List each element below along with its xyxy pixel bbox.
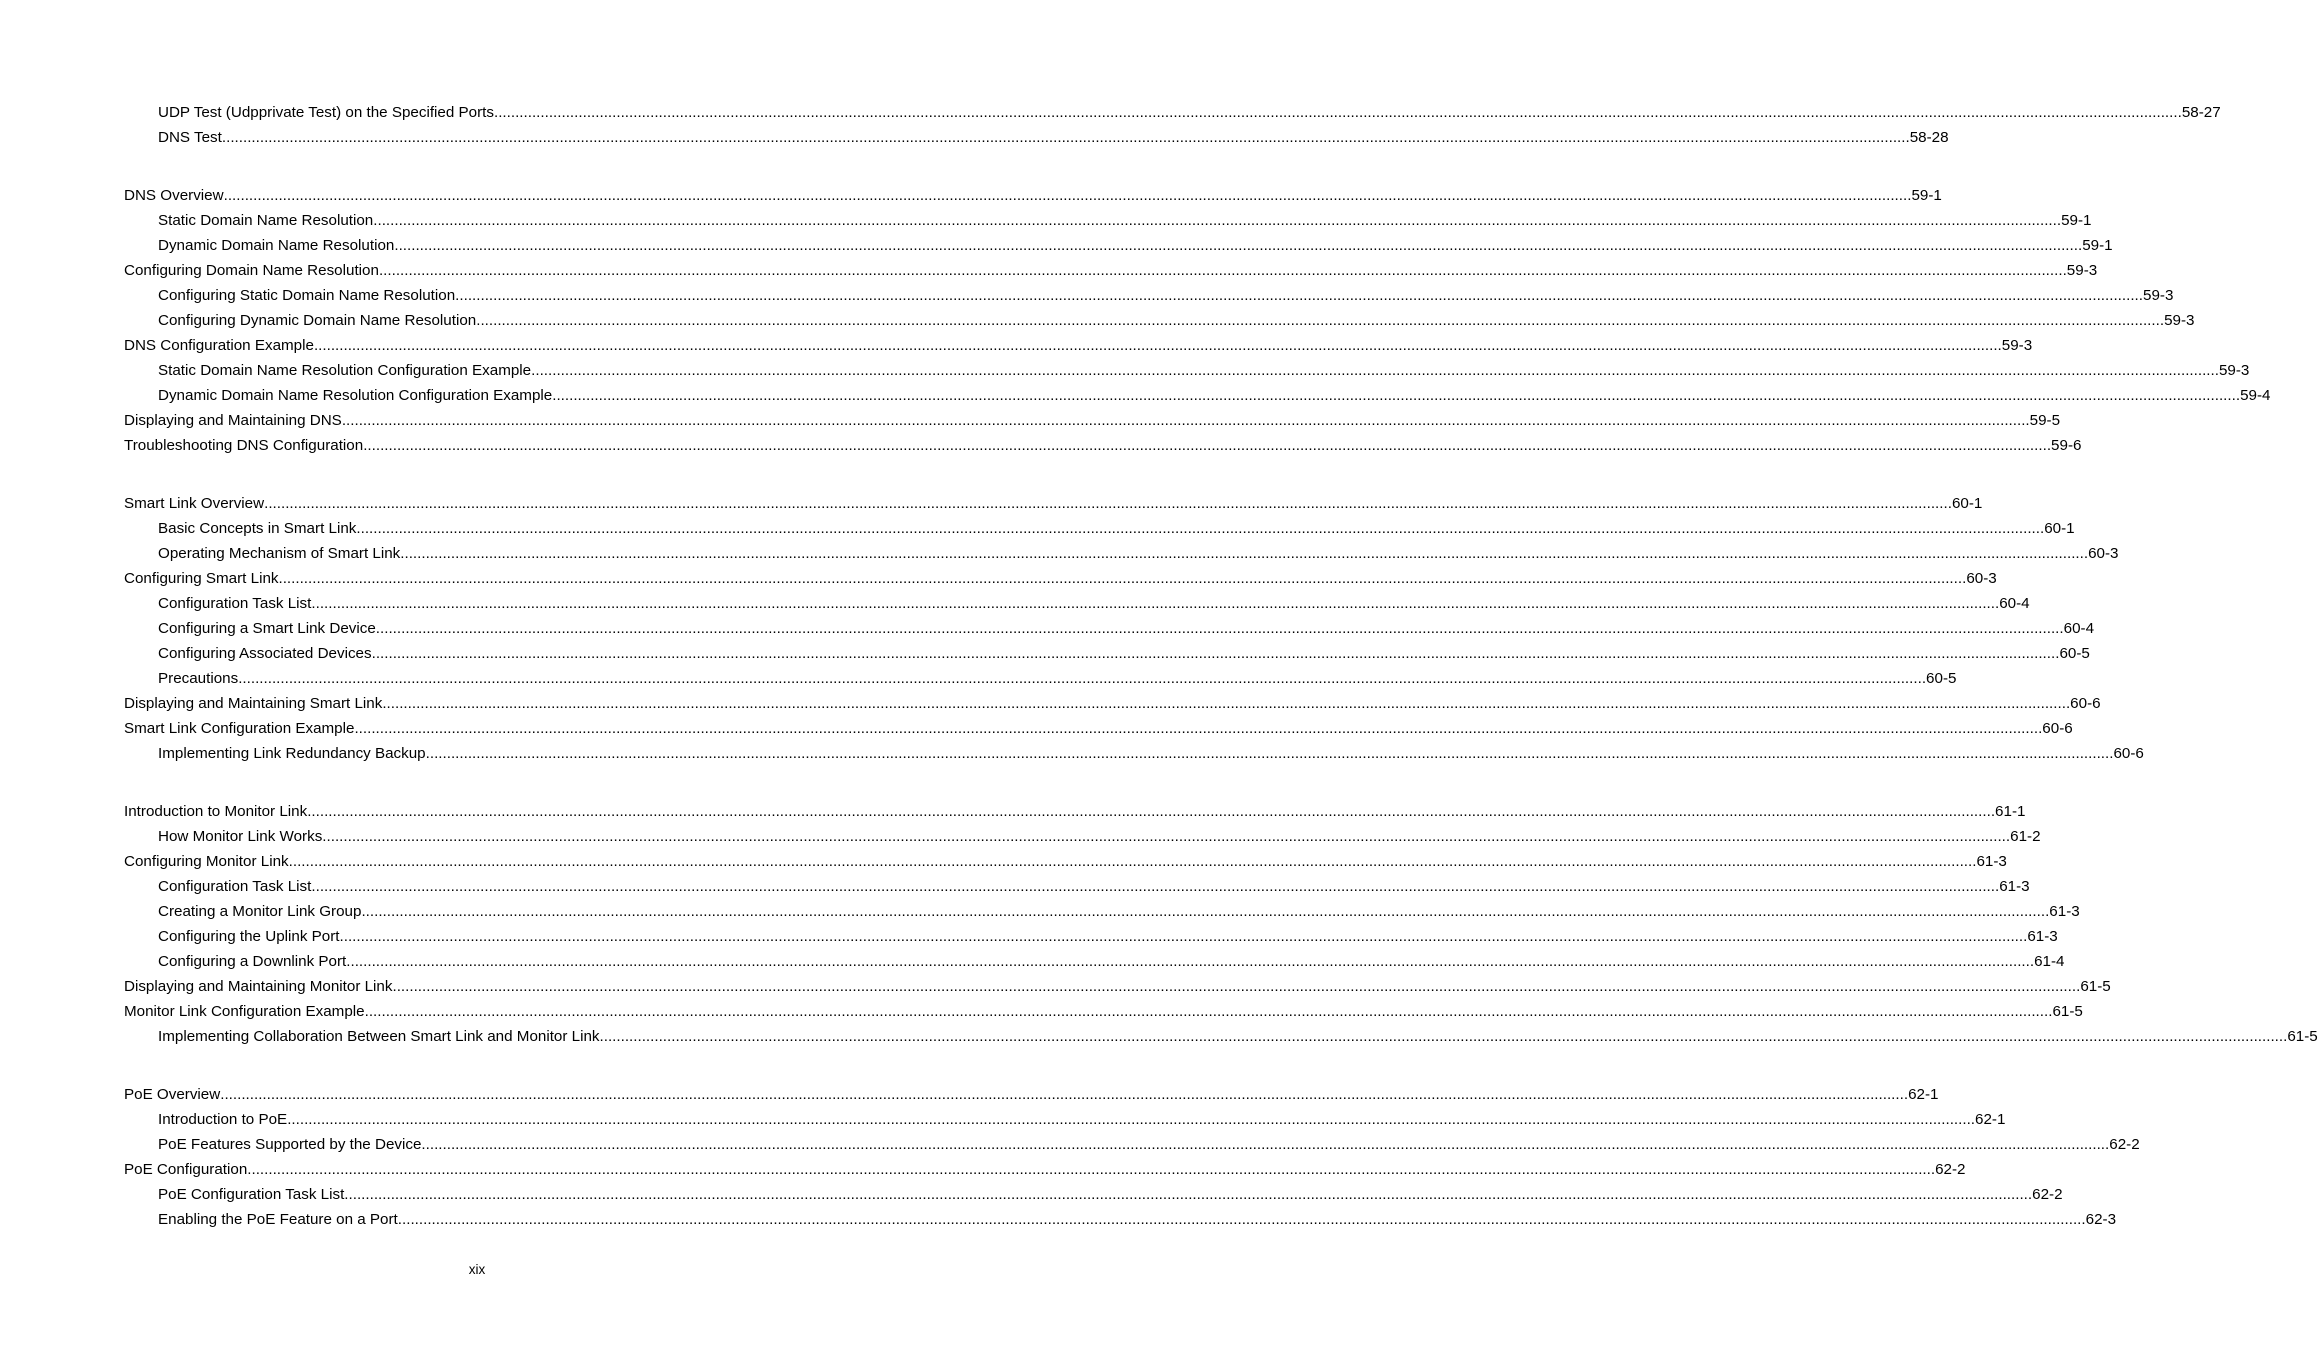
toc-entry-title: How Monitor Link Works [158, 828, 323, 845]
dot-leader: ................................................................................................................................................................................................................................................................................................................................................................................................................ [364, 1003, 2053, 1020]
dot-leader: ................................................................................................................................................................................................................................................................................................................................................................................................................ [346, 953, 2035, 970]
toc-entry-title: Static Domain Name Resolution Configuration Example [158, 362, 532, 379]
toc-entry-title: Configuring a Smart Link Device [158, 620, 376, 637]
toc-entry-page: 59-3 [2164, 312, 2195, 329]
toc-entry[interactable] [124, 491, 1983, 516]
toc-entry-page: 59-1 [2082, 237, 2113, 254]
toc-entry[interactable] [124, 358, 2250, 383]
toc-entry-title: PoE Features Supported by the Device [158, 1136, 422, 1153]
dot-leader: ................................................................................................................................................................................................................................................................................................................................................................................................................ [238, 670, 1927, 687]
dot-leader: ................................................................................................................................................................................................................................................................................................................................................................................................................ [397, 1211, 2086, 1228]
toc-entry-page: 60-6 [2042, 720, 2073, 737]
toc-entry-title: PoE Configuration Task List [158, 1186, 345, 1203]
toc-entry[interactable] [124, 1207, 2117, 1232]
dot-leader: ................................................................................................................................................................................................................................................................................................................................................................................................................ [288, 853, 1977, 870]
toc-entry-page: 61-2 [2010, 828, 2041, 845]
dot-leader: ................................................................................................................................................................................................................................................................................................................................................................................................................ [425, 745, 2114, 762]
toc-section [124, 183, 2271, 458]
toc-entry[interactable] [124, 516, 2075, 541]
toc-entry-page: 60-5 [2059, 645, 2090, 662]
toc-entry-title: Configuring Domain Name Resolution [124, 262, 379, 279]
toc-entry-page: 59-3 [2001, 337, 2033, 354]
toc-entry-title: Displaying and Maintaining DNS [124, 412, 342, 429]
toc-entry-title: Introduction to PoE [158, 1111, 288, 1128]
dot-leader: ................................................................................................................................................................................................................................................................................................................................................................................................................ [356, 520, 2045, 537]
toc-entry[interactable] [124, 233, 2113, 258]
toc-entry[interactable] [124, 591, 2030, 616]
toc-entry-page: 59-3 [2066, 262, 2098, 279]
dot-leader: ................................................................................................................................................................................................................................................................................................................................................................................................................ [400, 545, 2089, 562]
toc-entry-title: Configuration Task List [158, 878, 312, 895]
toc-entry-title: Configuring Associated Devices [158, 645, 372, 662]
dot-leader: ................................................................................................................................................................................................................................................................................................................................................................................................................ [599, 1028, 2288, 1045]
toc-entry-page: 61-4 [2034, 953, 2065, 970]
page-number: xix [468, 1262, 486, 1277]
dot-leader: ................................................................................................................................................................................................................................................................................................................................................................................................................ [221, 129, 1910, 146]
dot-leader: ................................................................................................................................................................................................................................................................................................................................................................................................................ [371, 645, 2060, 662]
toc-entry-page: 62-1 [1975, 1111, 2006, 1128]
toc-entry[interactable] [124, 125, 1949, 150]
toc-entry[interactable] [124, 999, 2083, 1024]
toc-entry-title: DNS Test [158, 129, 222, 146]
dot-leader: ................................................................................................................................................................................................................................................................................................................................................................................................................ [361, 903, 2050, 920]
table-of-contents [124, 100, 2318, 1232]
toc-entry[interactable] [124, 1132, 2140, 1157]
toc-entry-page: 60-3 [1966, 570, 1997, 587]
toc-entry-title: Implementing Collaboration Between Smart Link and Monitor Link [158, 1028, 600, 1045]
dot-leader: ................................................................................................................................................................................................................................................................................................................................................................................................................ [311, 595, 2000, 612]
toc-entry-title: Configuration Task List [158, 595, 312, 612]
toc-section [124, 100, 2221, 150]
dot-leader: ................................................................................................................................................................................................................................................................................................................................................................................................................ [307, 803, 1996, 820]
dot-leader: ................................................................................................................................................................................................................................................................................................................................................................................................................ [531, 362, 2219, 379]
toc-entry-title: Configuring the Uplink Port [158, 928, 340, 945]
dot-leader: ................................................................................................................................................................................................................................................................................................................................................................................................................ [392, 978, 2081, 995]
dot-leader: ................................................................................................................................................................................................................................................................................................................................................................................................................ [455, 287, 2143, 304]
toc-entry[interactable] [124, 799, 2026, 824]
dot-leader: ................................................................................................................................................................................................................................................................................................................................................................................................................ [311, 878, 2000, 895]
toc-entry-page: 62-2 [2032, 1186, 2063, 1203]
toc-entry-title: Configuring Smart Link [124, 570, 279, 587]
dot-leader: ................................................................................................................................................................................................................................................................................................................................................................................................................ [375, 620, 2064, 637]
toc-entry-title: Configuring a Downlink Port [158, 953, 347, 970]
toc-entry-page: 60-5 [1926, 670, 1957, 687]
toc-entry-title: Operating Mechanism of Smart Link [158, 545, 401, 562]
toc-entry-page: 59-1 [1911, 187, 1942, 204]
toc-entry-page: 59-5 [2029, 412, 2061, 429]
toc-section [124, 491, 2144, 766]
toc-entry[interactable] [124, 641, 2090, 666]
dot-leader: ................................................................................................................................................................................................................................................................................................................................................................................................................ [339, 928, 2028, 945]
dot-leader: ................................................................................................................................................................................................................................................................................................................................................................................................................ [552, 387, 2241, 404]
toc-entry-title: Dynamic Domain Name Resolution Configuration Example [158, 387, 553, 404]
toc-entry-title: Configuring Monitor Link [124, 853, 289, 870]
toc-entry-page: 60-1 [1951, 495, 1983, 512]
toc-entry-page: 60-6 [2070, 695, 2101, 712]
toc-entry-page: 61-5 [2052, 1003, 2083, 1020]
toc-entry-title: Configuring Dynamic Domain Name Resolution [158, 312, 477, 329]
toc-entry-page: 59-3 [2143, 287, 2174, 304]
toc-entry[interactable] [124, 924, 2058, 949]
dot-leader: ................................................................................................................................................................................................................................................................................................................................................................................................................ [363, 437, 2052, 454]
toc-entry-page: 62-3 [2085, 1211, 2117, 1228]
dot-leader: ................................................................................................................................................................................................................................................................................................................................................................................................................ [341, 412, 2030, 429]
toc-entry-title: Displaying and Maintaining Smart Link [124, 695, 383, 712]
toc-entry[interactable] [124, 1182, 2063, 1207]
toc-entry-page: 62-2 [2109, 1136, 2140, 1153]
toc-entry-title: PoE Overview [124, 1086, 221, 1103]
toc-entry-title: Basic Concepts in Smart Link [158, 520, 357, 537]
toc-entry[interactable] [124, 258, 2098, 283]
toc-entry[interactable] [124, 741, 2144, 766]
toc-entry-title: Smart Link Overview [124, 495, 265, 512]
toc-entry-page: 58-28 [1909, 129, 1949, 146]
toc-entry-page: 61-5 [2080, 978, 2111, 995]
dot-leader: ................................................................................................................................................................................................................................................................................................................................................................................................................ [354, 720, 2043, 737]
toc-entry-title: Enabling the PoE Feature on a Port [158, 1211, 398, 1228]
dot-leader: ................................................................................................................................................................................................................................................................................................................................................................................................................ [344, 1186, 2033, 1203]
toc-section [124, 1082, 2140, 1232]
toc-section [124, 799, 2318, 1049]
toc-entry-page: 61-3 [2049, 903, 2080, 920]
toc-entry-page: 59-4 [2240, 387, 2271, 404]
dot-leader: ................................................................................................................................................................................................................................................................................................................................................................................................................ [373, 212, 2062, 229]
toc-entry[interactable] [124, 208, 2092, 233]
dot-leader: ................................................................................................................................................................................................................................................................................................................................................................................................................ [220, 1086, 1909, 1103]
toc-entry-title: Configuring Static Domain Name Resolution [158, 287, 456, 304]
toc-entry-page: 60-6 [2113, 745, 2144, 762]
toc-entry[interactable] [124, 333, 2033, 358]
toc-entry-title: Static Domain Name Resolution [158, 212, 374, 229]
toc-entry[interactable] [124, 849, 2007, 874]
toc-entry-page: 62-1 [1908, 1086, 1939, 1103]
toc-entry-title: Introduction to Monitor Link [124, 803, 308, 820]
toc-entry-page: 59-3 [2218, 362, 2250, 379]
toc-entry-page: 59-6 [2051, 437, 2082, 454]
toc-entry[interactable] [124, 408, 2061, 433]
dot-leader: ................................................................................................................................................................................................................................................................................................................................................................................................................ [322, 828, 2011, 845]
toc-entry[interactable] [124, 100, 2221, 125]
dot-leader: ................................................................................................................................................................................................................................................................................................................................................................................................................ [287, 1111, 1976, 1128]
toc-entry-page: 62-2 [1935, 1161, 1966, 1178]
toc-entry[interactable] [124, 949, 2065, 974]
toc-entry[interactable] [124, 824, 2041, 849]
toc-entry[interactable] [124, 1024, 2318, 1049]
toc-entry-page: 61-1 [1995, 803, 2026, 820]
dot-leader: ................................................................................................................................................................................................................................................................................................................................................................................................................ [382, 695, 2071, 712]
dot-leader: ................................................................................................................................................................................................................................................................................................................................................................................................................ [223, 187, 1912, 204]
toc-entry-title: PoE Configuration [124, 1161, 248, 1178]
toc-entry-title: DNS Configuration Example [124, 337, 314, 354]
toc-entry-page: 60-4 [1999, 595, 2030, 612]
toc-entry-title: Precautions [158, 670, 239, 687]
toc-entry[interactable] [124, 566, 1997, 591]
toc-entry[interactable] [124, 974, 2111, 999]
toc-entry[interactable] [124, 616, 2095, 641]
toc-entry[interactable] [124, 716, 2073, 741]
toc-entry-page: 60-4 [2063, 620, 2095, 637]
toc-entry-title: UDP Test (Udpprivate Test) on the Specified Ports [158, 104, 494, 121]
toc-entry[interactable] [124, 541, 2119, 566]
toc-entry[interactable] [124, 283, 2174, 308]
toc-entry-page: 61-3 [2027, 928, 2058, 945]
toc-entry-title: Troubleshooting DNS Configuration [124, 437, 364, 454]
toc-entry-title: DNS Overview [124, 187, 224, 204]
toc-entry-page: 60-3 [2088, 545, 2119, 562]
toc-entry-page: 60-1 [2044, 520, 2075, 537]
toc-entry[interactable] [124, 308, 2195, 333]
toc-entry[interactable] [124, 691, 2101, 716]
toc-entry-page: 61-3 [1976, 853, 2007, 870]
toc-entry-title: Dynamic Domain Name Resolution [158, 237, 395, 254]
toc-entry[interactable] [124, 433, 2082, 458]
toc-entry[interactable] [124, 899, 2080, 924]
dot-leader: ................................................................................................................................................................................................................................................................................................................................................................................................................ [493, 104, 2182, 121]
toc-entry[interactable] [124, 1157, 1966, 1182]
toc-entry-title: Smart Link Configuration Example [124, 720, 355, 737]
toc-entry-title: Monitor Link Configuration Example [124, 1003, 365, 1020]
dot-leader: ................................................................................................................................................................................................................................................................................................................................................................................................................ [264, 495, 1952, 512]
toc-entry-title: Creating a Monitor Link Group [158, 903, 362, 920]
toc-entry-page: 61-5 [2287, 1028, 2318, 1045]
toc-entry-page: 58-27 [2181, 104, 2221, 121]
toc-entry-title: Displaying and Maintaining Monitor Link [124, 978, 393, 995]
toc-entry[interactable] [124, 183, 1942, 208]
dot-leader: ................................................................................................................................................................................................................................................................................................................................................................................................................ [278, 570, 1967, 587]
dot-leader: ................................................................................................................................................................................................................................................................................................................................................................................................................ [476, 312, 2165, 329]
dot-leader: ................................................................................................................................................................................................................................................................................................................................................................................................................ [394, 237, 2083, 254]
toc-entry-page: 59-1 [2061, 212, 2092, 229]
dot-leader: ................................................................................................................................................................................................................................................................................................................................................................................................................ [313, 337, 2002, 354]
toc-entry[interactable] [124, 666, 1957, 691]
toc-entry-page: 61-3 [1999, 878, 2030, 895]
dot-leader: ................................................................................................................................................................................................................................................................................................................................................................................................................ [421, 1136, 2110, 1153]
dot-leader: ................................................................................................................................................................................................................................................................................................................................................................................................................ [247, 1161, 1936, 1178]
toc-entry[interactable] [124, 1107, 2006, 1132]
toc-entry[interactable] [124, 383, 2271, 408]
dot-leader: ................................................................................................................................................................................................................................................................................................................................................................................................................ [378, 262, 2067, 279]
toc-entry[interactable] [124, 874, 2030, 899]
toc-entry-title: Implementing Link Redundancy Backup [158, 745, 426, 762]
toc-entry[interactable] [124, 1082, 1939, 1107]
